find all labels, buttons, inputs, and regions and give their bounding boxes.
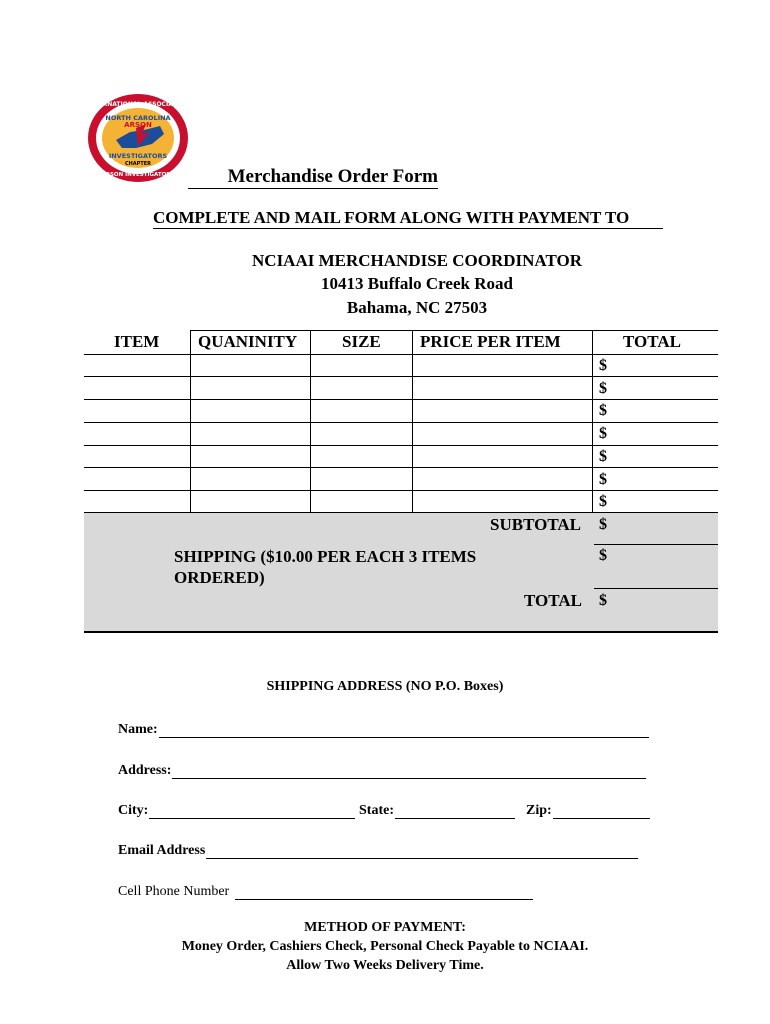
row-total-currency: $ <box>599 493 607 510</box>
address-input-line[interactable] <box>172 764 646 779</box>
zip-input-line[interactable] <box>553 804 650 819</box>
order-table <box>84 330 718 632</box>
phone-label: Cell Phone Number <box>118 884 230 899</box>
name-label: Name: <box>118 722 158 737</box>
coordinator-name: NCIAAI MERCHANDISE COORDINATOR <box>252 251 582 270</box>
logo-text-arson: ARSON <box>124 121 152 129</box>
mail-instruction: COMPLETE AND MAIL FORM ALONG WITH PAYMENT TO <box>153 208 663 229</box>
logo-text-investigators: INVESTIGATORS <box>108 152 168 160</box>
state-input-line[interactable] <box>395 804 515 819</box>
row-total-currency: $ <box>599 380 607 397</box>
shipping-currency: $ <box>599 547 607 564</box>
shipping-label-cont: ORDERED) <box>174 568 265 587</box>
zip-field[interactable] <box>526 803 650 819</box>
state-label: State: <box>359 803 394 818</box>
logo-text-association: INTERNATIONAL ASSOCIATION <box>87 101 189 108</box>
city-field[interactable] <box>118 803 355 819</box>
header-total: TOTAL <box>623 332 681 351</box>
zip-label: Zip: <box>526 803 552 818</box>
header-item: ITEM <box>114 332 160 351</box>
payment-heading: METHOD OF PAYMENT: <box>304 920 466 935</box>
row-total-currency: $ <box>599 471 607 488</box>
street-address: 10413 Buffalo Creek Road <box>321 274 513 293</box>
address-field[interactable] <box>118 763 646 779</box>
logo-text-state: NORTH CAROLINA <box>105 114 171 122</box>
city-label: City: <box>118 803 149 818</box>
row-total-currency: $ <box>599 425 607 442</box>
header-price: PRICE PER ITEM <box>420 332 561 351</box>
email-input-line[interactable] <box>206 844 638 859</box>
name-input-line[interactable] <box>159 723 649 738</box>
delivery-note: Allow Two Weeks Delivery Time. <box>286 958 484 973</box>
row-total-currency: $ <box>599 357 607 374</box>
phone-input-line[interactable] <box>235 885 533 900</box>
payment-methods: Money Order, Cashiers Check, Personal Check Payable to NCIAAI. <box>181 939 589 954</box>
phone-field[interactable] <box>118 884 533 900</box>
name-field[interactable] <box>118 722 649 738</box>
subtotal-label: SUBTOTAL <box>490 515 582 534</box>
chapter-logo <box>86 92 190 184</box>
page-title: Merchandise Order Form <box>188 166 438 189</box>
subtotal-currency: $ <box>599 516 607 533</box>
city-input-line[interactable] <box>149 804 355 819</box>
logo-text-chapter: CHAPTER <box>124 161 152 167</box>
header-quantity: QUANINITY <box>198 332 298 351</box>
row-total-currency: $ <box>599 448 607 465</box>
logo-text-bottom: ARSON INVESTIGATORS <box>101 172 175 178</box>
address-label: Address: <box>118 763 172 778</box>
row-total-currency: $ <box>599 402 607 419</box>
header-size: SIZE <box>342 332 381 351</box>
state-field[interactable] <box>359 803 515 819</box>
city-state-zip: Bahama, NC 27503 <box>346 298 488 317</box>
total-label: TOTAL <box>524 591 582 610</box>
shipping-label: SHIPPING ($10.00 PER EACH 3 ITEMS <box>174 547 477 566</box>
email-label: Email Address <box>118 843 206 858</box>
shipping-address-heading: SHIPPING ADDRESS (NO P.O. Boxes) <box>266 679 504 694</box>
total-currency: $ <box>599 592 607 609</box>
email-field[interactable] <box>118 843 638 859</box>
